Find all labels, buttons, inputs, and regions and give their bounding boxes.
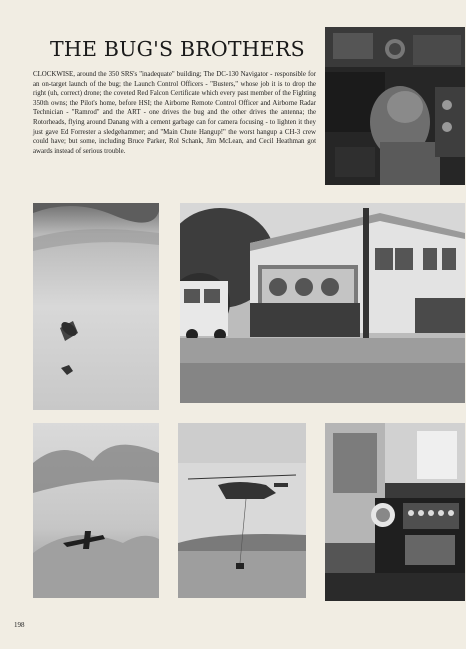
navigator-photo [325, 27, 465, 185]
page-caption: CLOCKWISE, around the 350 SRS's "inadequate" building; The DC-130 Navigator - responsible for an on-target launch of the bug; the Launch Control Officers - "Busters," whose job it is to drop the right (uh, correct) drone; the coveted Red Falcon Certificate which every past member of the Fighting 350th owns; the Pilot's home, before HSI; the Airborne Remote Control Officer and Airborne Radar Technician - "Ramrod" and the ART - one drives the bug and the other drives the antenna; the Rotorheads, flying around Danang with a cement garbage can for camera focusing - to lighten it they just gave Ed Forrester a sledgehammer; and "Main Chute Hangup!" the worst hangup a CH-3 crew could have; but some, including Bruce Parker, Rol Schank, Jim McLean, and Cecil Heathman got awards instead of serious trouble. [33, 71, 316, 155]
aircraft-clouds-photo [33, 423, 159, 598]
building-photo [180, 203, 465, 403]
page-title: THE BUG'S BROTHERS [50, 37, 305, 61]
navigator-photo-image [325, 27, 465, 185]
helicopter-photo-image [178, 423, 306, 598]
page-number: 198 [14, 621, 25, 629]
sky-drone-photo [33, 203, 159, 410]
console-photo [325, 423, 465, 601]
console-photo-image [325, 423, 465, 601]
aircraft-clouds-photo-image [33, 423, 159, 598]
sky-drone-photo-image [33, 203, 159, 410]
building-photo-image [180, 203, 465, 403]
helicopter-photo [178, 423, 306, 598]
